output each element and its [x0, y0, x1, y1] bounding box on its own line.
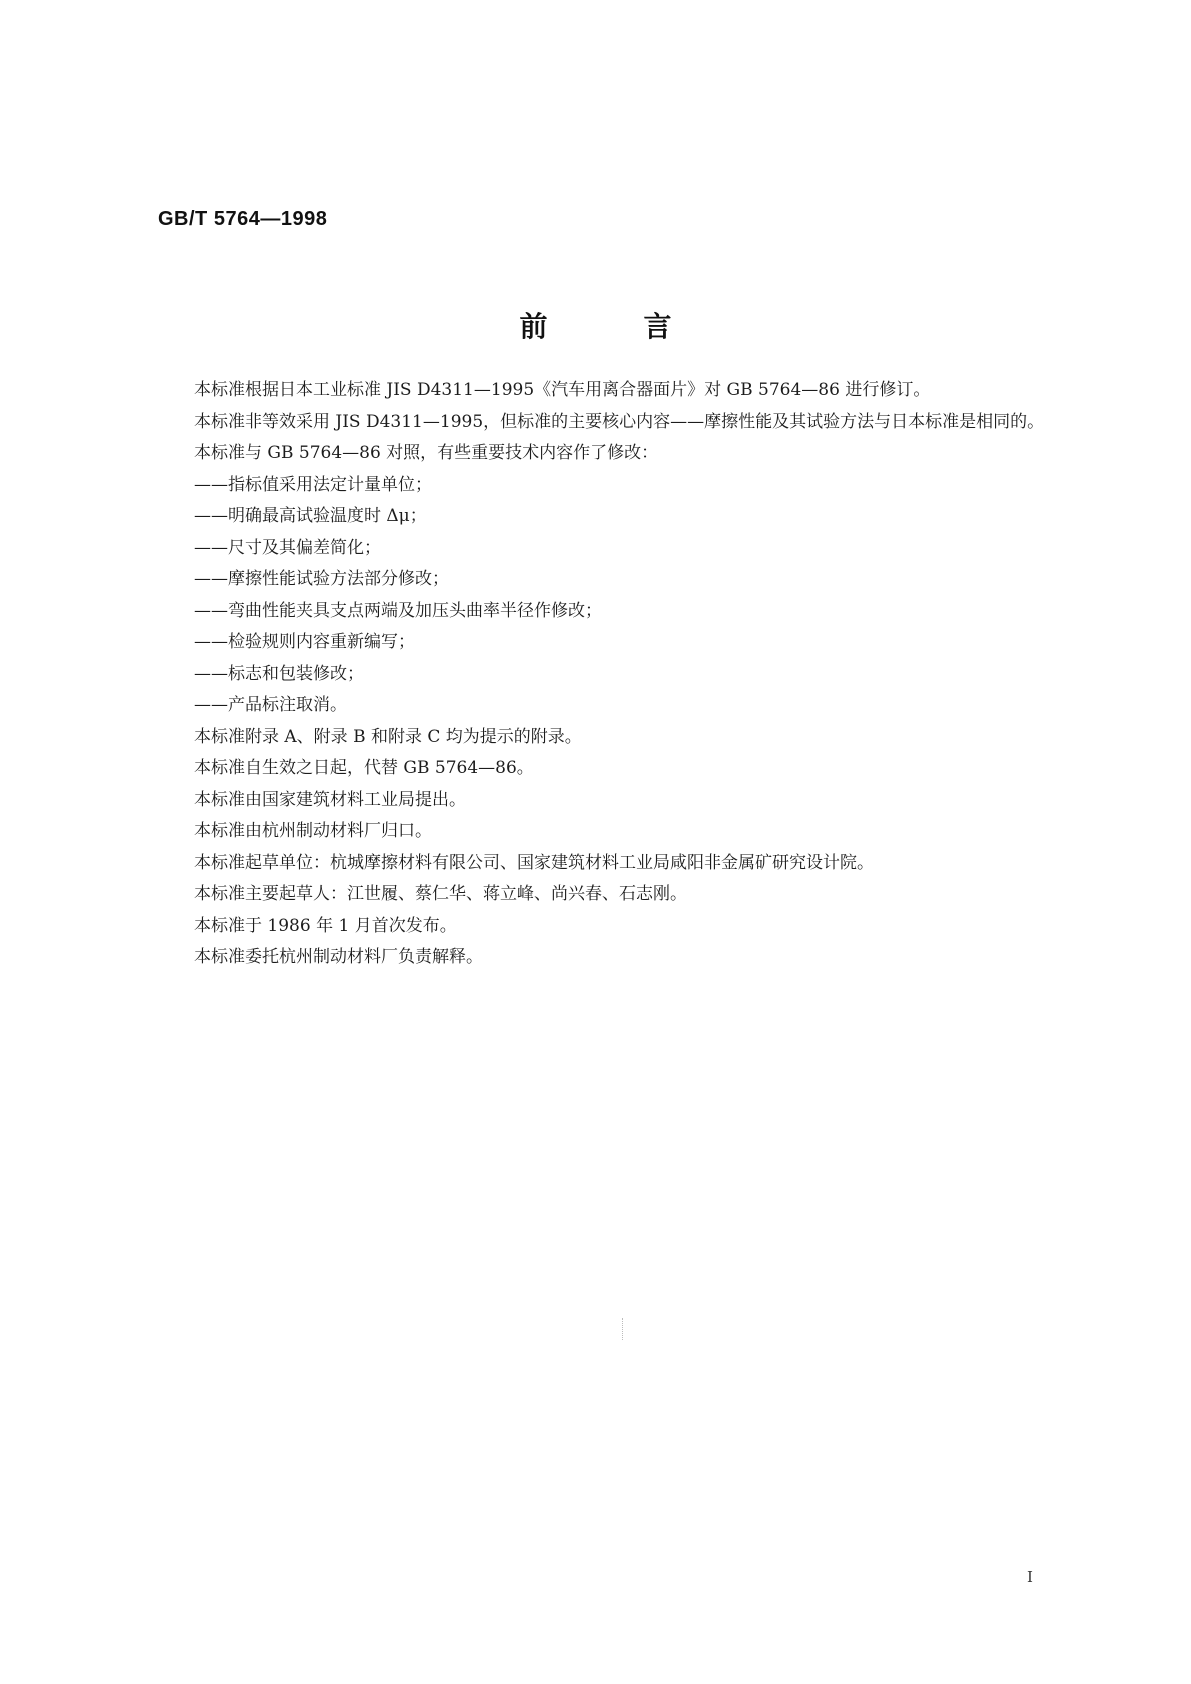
change-item: ——尺寸及其偏差简化；	[194, 537, 381, 558]
page-title	[0, 305, 1191, 345]
paragraph-equivalence: 本标准非等效采用 JIS D4311—1995，但标准的主要核心内容——摩擦性能及其试验方法与日本标准是相同的。	[194, 411, 1045, 432]
paragraph-replacement: 本标准自生效之日起，代替 GB 5764—86。	[194, 758, 534, 778]
paragraph-first-issue: 本标准于 1986 年 1 月首次发布。	[194, 915, 457, 936]
page-number: I	[1027, 1568, 1033, 1586]
paragraph-centralized: 本标准由杭州制动材料厂归口。	[194, 821, 432, 841]
change-item: ——检验规则内容重新编写；	[194, 632, 415, 652]
change-item: ——摩擦性能试验方法部分修改；	[194, 569, 449, 589]
scan-artifact	[622, 1318, 624, 1340]
change-item: ——弯曲性能夹具支点两端及加压头曲率半径作修改；	[194, 600, 602, 621]
change-item: ——指标值采用法定计量单位；	[194, 474, 432, 495]
paragraph-drafting-units: 本标准起草单位：杭城摩擦材料有限公司、国家建筑材料工业局咸阳非金属矿研究设计院。	[194, 852, 874, 873]
title-char-2: 言	[643, 310, 672, 343]
paragraph-basis: 本标准根据日本工业标准 JIS D4311—1995《汽车用离合器面片》对 GB 5764—86 进行修订。	[194, 380, 931, 400]
foreword-body	[158, 375, 1058, 974]
change-item: ——明确最高试验温度时 Δμ；	[194, 506, 427, 526]
paragraph-appendices: 本标准附录 A、附录 B 和附录 C 均为提示的附录。	[194, 726, 582, 747]
paragraph-changes-intro: 本标准与 GB 5764—86 对照，有些重要技术内容作了修改：	[194, 443, 659, 463]
paragraph-interpretation: 本标准委托杭州制动材料厂负责解释。	[194, 947, 483, 967]
standard-code: GB/T 5764—1998	[158, 208, 328, 230]
title-char-1: 前	[519, 310, 548, 343]
change-item: ——标志和包装修改；	[194, 663, 364, 684]
paragraph-drafters: 本标准主要起草人：江世履、蔡仁华、蒋立峰、尚兴春、石志刚。	[194, 884, 687, 904]
change-item: ——产品标注取消。	[194, 695, 347, 715]
paragraph-proposer: 本标准由国家建筑材料工业局提出。	[194, 789, 466, 810]
